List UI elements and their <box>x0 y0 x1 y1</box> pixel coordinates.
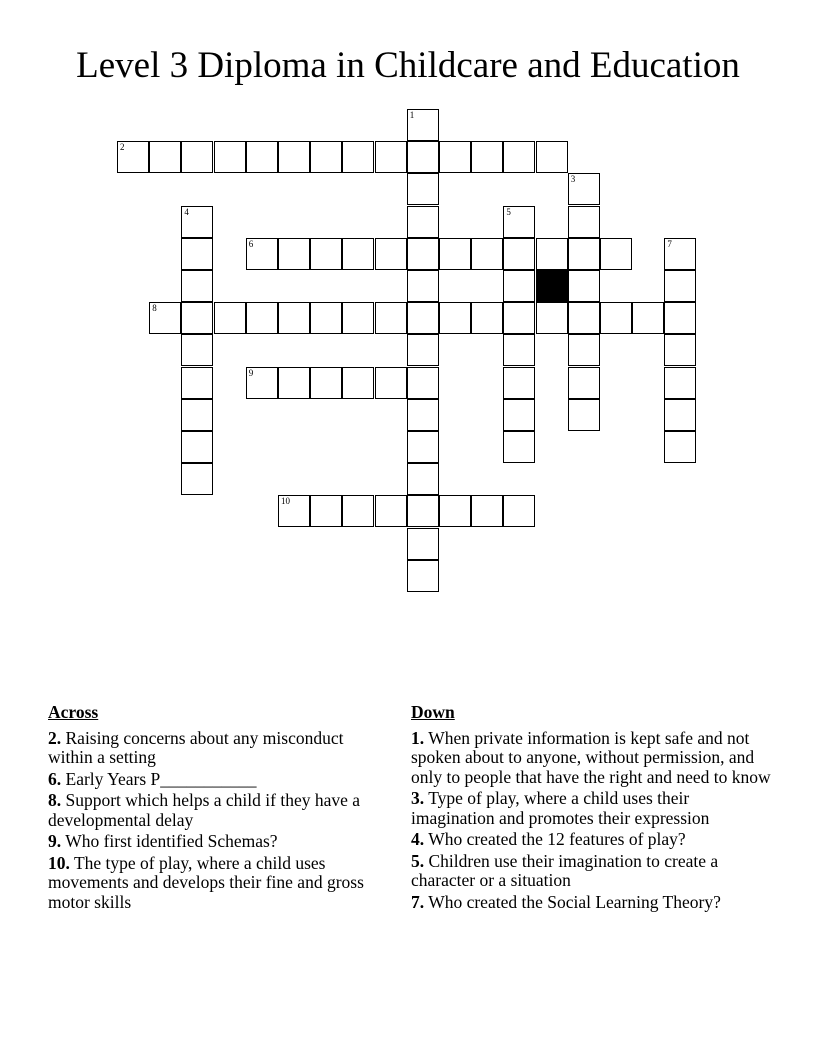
grid-cell[interactable] <box>664 238 696 270</box>
grid-cell[interactable] <box>375 238 407 270</box>
down-clue <box>411 789 771 828</box>
grid-cell[interactable] <box>600 238 632 270</box>
grid-cell[interactable] <box>181 399 213 431</box>
clue-number: 6 <box>248 238 254 249</box>
grid-cell[interactable] <box>568 173 600 205</box>
grid-cell[interactable] <box>664 302 696 334</box>
grid-cell[interactable] <box>342 367 374 399</box>
grid-cell[interactable] <box>407 270 439 302</box>
grid-cell[interactable] <box>600 302 632 334</box>
grid-cell[interactable] <box>407 367 439 399</box>
clue-number: 8 <box>152 303 157 314</box>
clue-number: 8. <box>48 790 62 810</box>
black-square <box>536 270 568 302</box>
clue-number: 5. <box>411 850 425 871</box>
grid-cell[interactable] <box>278 302 310 334</box>
grid-cell[interactable] <box>503 334 535 366</box>
down-clue <box>411 830 771 850</box>
grid-cell[interactable] <box>439 495 471 527</box>
clue-number: 9. <box>48 831 62 851</box>
grid-cell[interactable] <box>568 270 600 302</box>
grid-cell[interactable] <box>664 431 696 463</box>
grid-cell[interactable] <box>278 238 310 270</box>
clue-text: Children use their imagination to create a character or a situation <box>411 850 719 890</box>
grid-cell[interactable] <box>503 238 535 270</box>
clue-number: 4 <box>184 206 189 217</box>
grid-cell[interactable] <box>181 206 213 238</box>
clue-text: Support which helps a child if they have a developmental delay <box>48 790 361 830</box>
grid-cell[interactable] <box>214 302 246 334</box>
clue-text: Raising concerns about any misconduct within a setting <box>48 727 344 767</box>
grid-cell[interactable] <box>407 302 439 334</box>
grid-cell[interactable] <box>407 463 439 495</box>
grid-cell[interactable] <box>278 367 310 399</box>
page-title: Level 3 Diploma in Childcare and Education <box>76 45 740 86</box>
grid-cell[interactable] <box>407 528 439 560</box>
grid-cell[interactable] <box>342 302 374 334</box>
grid-cell[interactable] <box>536 302 568 334</box>
grid-cell[interactable] <box>503 302 535 334</box>
clue-text: Who created the 12 features of play? <box>428 829 686 849</box>
grid-cell[interactable] <box>407 334 439 366</box>
grid-cell[interactable] <box>568 334 600 366</box>
grid-cell[interactable] <box>407 495 439 527</box>
grid-cell[interactable] <box>278 495 310 527</box>
grid-cell[interactable] <box>568 206 600 238</box>
clue-number: 10. <box>48 852 70 873</box>
grid-cell[interactable] <box>342 495 374 527</box>
grid-cell[interactable] <box>664 367 696 399</box>
clue-number: 1. <box>411 727 425 748</box>
grid-cell[interactable] <box>310 367 342 399</box>
grid-cell[interactable] <box>342 141 374 173</box>
grid-cell[interactable] <box>310 495 342 527</box>
across-clue <box>48 832 388 852</box>
grid-cell[interactable] <box>181 238 213 270</box>
clue-text: Who created the Social Learning Theory? <box>428 891 721 912</box>
grid-cell[interactable] <box>246 302 278 334</box>
grid-cell[interactable] <box>310 141 342 173</box>
across-clues <box>48 703 388 914</box>
grid-cell[interactable] <box>503 141 535 173</box>
grid-cell[interactable] <box>375 141 407 173</box>
grid-cell[interactable] <box>471 141 503 173</box>
clue-text: The type of play, where a child uses movements and develops their fine and gross motor skills <box>48 852 364 912</box>
grid-cell[interactable] <box>342 238 374 270</box>
grid-cell[interactable] <box>407 560 439 592</box>
grid-cell[interactable] <box>246 367 278 399</box>
grid-cell[interactable] <box>181 367 213 399</box>
grid-cell[interactable] <box>214 141 246 173</box>
clue-text: Who first identified Schemas? <box>65 831 278 851</box>
clue-text: Type of play, where a child uses their imagination and promotes their expression <box>411 788 710 828</box>
grid-cell[interactable] <box>149 141 181 173</box>
grid-cell[interactable] <box>117 141 149 173</box>
grid-cell[interactable] <box>536 238 568 270</box>
grid-cell[interactable] <box>375 302 407 334</box>
grid-cell[interactable] <box>246 141 278 173</box>
grid-cell[interactable] <box>375 495 407 527</box>
clue-number: 2. <box>48 727 62 748</box>
grid-cell[interactable] <box>439 302 471 334</box>
across-heading: Across <box>48 702 99 722</box>
clue-number: 4. <box>411 829 425 849</box>
grid-cell[interactable] <box>181 141 213 173</box>
grid-cell[interactable] <box>536 141 568 173</box>
grid-cell[interactable] <box>568 399 600 431</box>
grid-cell[interactable] <box>181 431 213 463</box>
grid-cell[interactable] <box>407 431 439 463</box>
clue-number: 6. <box>48 768 62 789</box>
grid-cell[interactable] <box>471 238 503 270</box>
grid-cell[interactable] <box>568 302 600 334</box>
grid-cell[interactable] <box>181 302 213 334</box>
across-clue <box>48 770 388 790</box>
grid-cell[interactable] <box>632 302 664 334</box>
grid-cell[interactable] <box>471 302 503 334</box>
clue-number: 9 <box>248 367 254 378</box>
grid-cell[interactable] <box>407 399 439 431</box>
grid-cell[interactable] <box>181 334 213 366</box>
grid-cell[interactable] <box>278 141 310 173</box>
clue-number: 2 <box>120 142 125 153</box>
grid-cell[interactable] <box>310 238 342 270</box>
grid-cell[interactable] <box>503 399 535 431</box>
grid-cell[interactable] <box>181 463 213 495</box>
clue-number: 7. <box>411 891 425 912</box>
down-heading: Down <box>411 702 455 722</box>
grid-cell[interactable] <box>503 367 535 399</box>
clue-number: 3 <box>570 174 576 185</box>
down-clue <box>411 893 771 913</box>
clue-text: Early Years P___________ <box>65 768 257 789</box>
down-clue-list <box>411 729 771 913</box>
grid-cell[interactable] <box>568 238 600 270</box>
grid-cell[interactable] <box>246 238 278 270</box>
grid-cell[interactable] <box>568 367 600 399</box>
grid-cell[interactable] <box>439 141 471 173</box>
down-clue <box>411 852 771 891</box>
grid-cell[interactable] <box>503 431 535 463</box>
grid-cell[interactable] <box>503 270 535 302</box>
grid-cell[interactable] <box>664 399 696 431</box>
grid-cell[interactable] <box>407 206 439 238</box>
grid-cell[interactable] <box>439 238 471 270</box>
grid-cell[interactable] <box>407 141 439 173</box>
grid-cell[interactable] <box>310 302 342 334</box>
clue-number: 7 <box>667 238 672 249</box>
grid-cell[interactable] <box>407 173 439 205</box>
clue-number: 1 <box>409 110 415 120</box>
across-clue <box>48 791 388 830</box>
clue-text: When private information is kept safe and not spoken about to anyone, without permission, and only to people that have the right and need to know <box>411 727 771 787</box>
across-clue-list <box>48 729 388 913</box>
down-clue <box>411 729 771 788</box>
grid-cell[interactable] <box>375 367 407 399</box>
clue-number: 5 <box>506 206 511 217</box>
grid-cell[interactable] <box>407 109 439 141</box>
grid-cell[interactable] <box>503 495 535 527</box>
down-clues <box>411 703 771 914</box>
grid-cell[interactable] <box>407 238 439 270</box>
grid-cell[interactable] <box>664 270 696 302</box>
across-clue <box>48 729 388 768</box>
grid-cell[interactable] <box>149 302 181 334</box>
across-clue <box>48 854 388 913</box>
clue-number: 3. <box>411 788 425 808</box>
clue-number: 10 <box>281 496 290 507</box>
grid-cell[interactable] <box>503 206 535 238</box>
grid-cell[interactable] <box>471 495 503 527</box>
grid-cell[interactable] <box>664 334 696 366</box>
grid-cell[interactable] <box>181 270 213 302</box>
